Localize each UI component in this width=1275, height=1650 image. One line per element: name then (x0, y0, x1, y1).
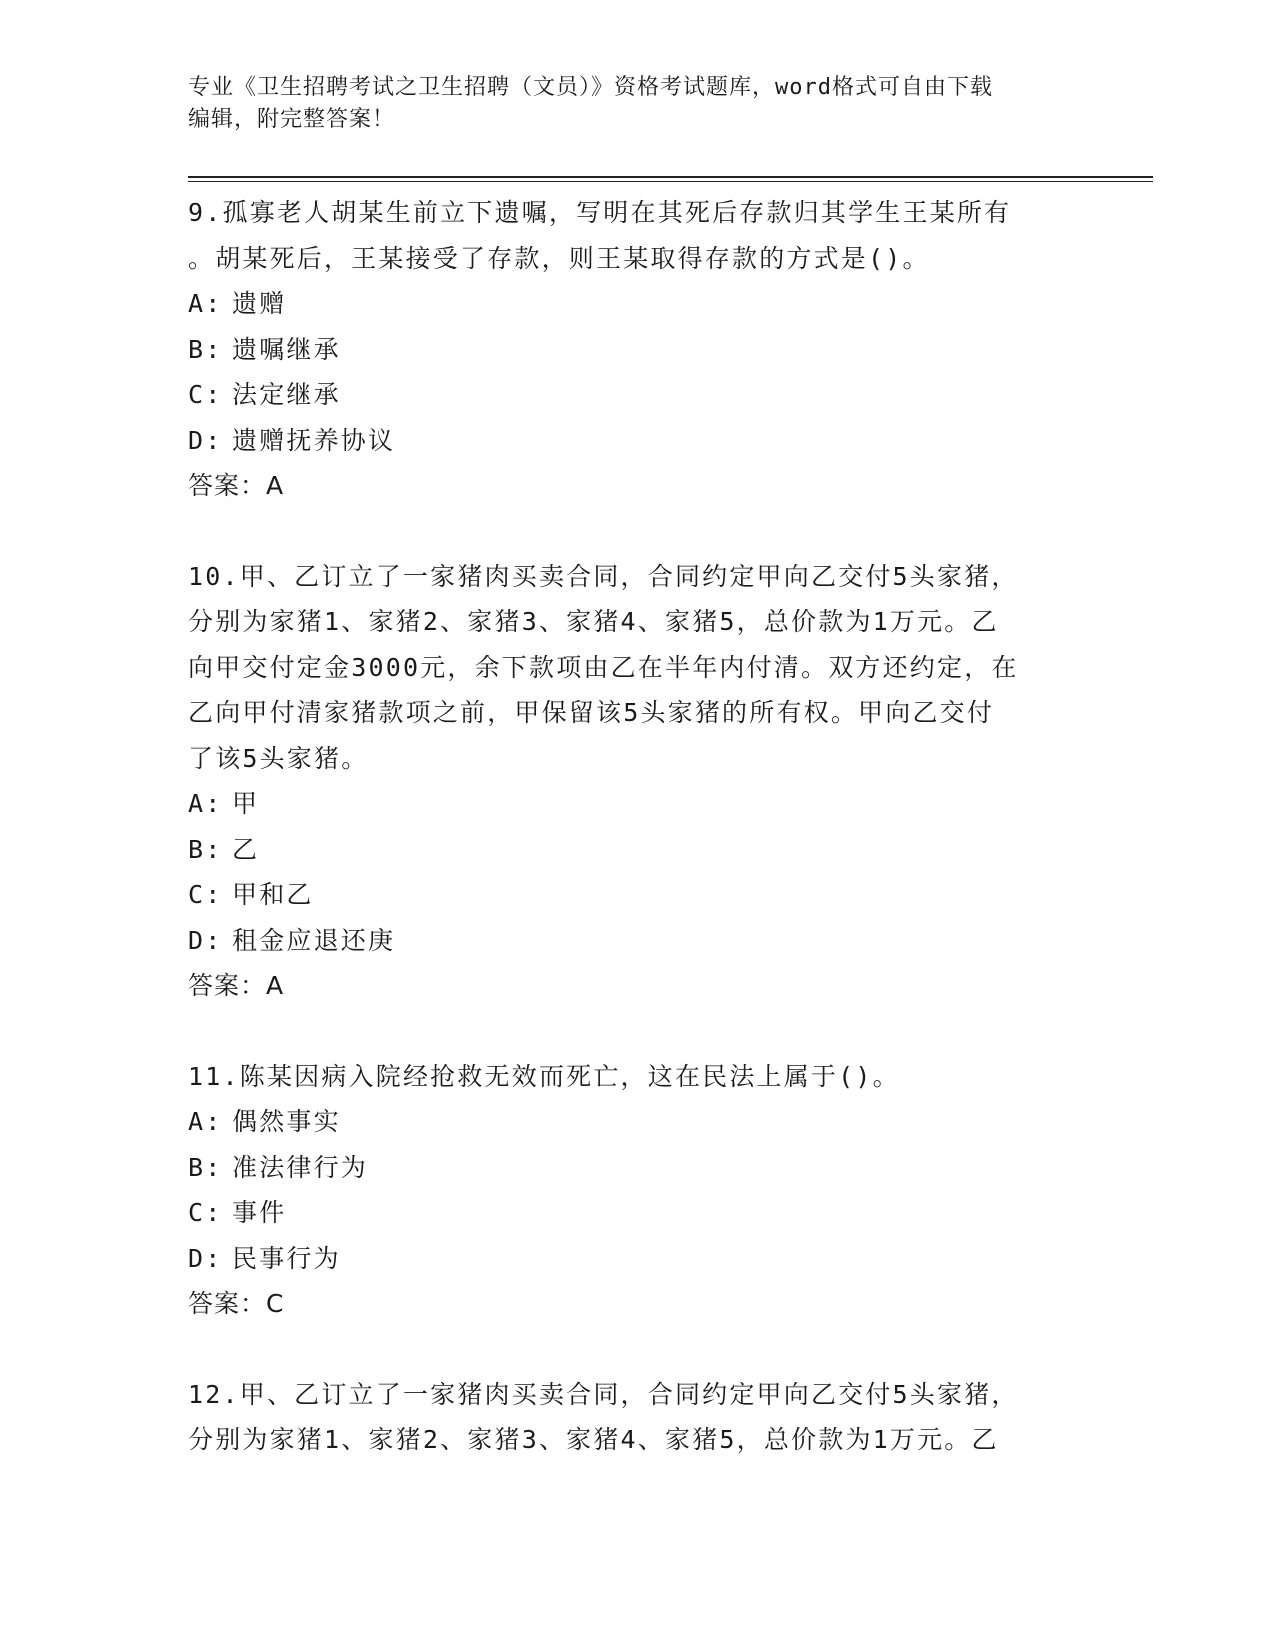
question-stem-line: 9.孤寡老人胡某生前立下遗嘱，写明在其死后存款归其学生王某所有 (188, 198, 1012, 227)
answer-line: 答案：A (188, 471, 285, 500)
document-header (188, 72, 1088, 136)
option-c (188, 1190, 1088, 1236)
option-label: D: (188, 425, 223, 455)
option-label: A: (188, 1107, 223, 1136)
answer-line: 答案：C (188, 1289, 285, 1318)
option-label: A: (188, 789, 223, 818)
option-label: C: (188, 380, 223, 409)
header-divider-thin (188, 181, 1153, 182)
option-b (188, 1145, 1088, 1191)
option-text: 遗赠抚养协议 (232, 425, 396, 455)
option-text: 民事行为 (232, 1243, 341, 1273)
option-label: B: (188, 334, 223, 364)
option-text: 遗嘱继承 (232, 334, 341, 364)
spacer (188, 1327, 1088, 1372)
option-text: 甲 (232, 789, 260, 818)
header-divider-thick (188, 176, 1153, 178)
header-line-2: 编辑，附完整答案！ (188, 107, 396, 132)
question-stem-line: 向甲交付定金3000元，余下款项由乙在半年内付清。双方还约定，在 (188, 652, 1019, 682)
option-text: 事件 (232, 1198, 287, 1227)
question-stem-line: 乙向甲付清家猪款项之前，甲保留该5头家猪的所有权。甲向乙交付 (188, 698, 995, 727)
question-stem-line: 分别为家猪1、家猪2、家猪3、家猪4、家猪5，总价款为1万元。乙 (188, 1425, 999, 1454)
question-9 (188, 190, 1088, 509)
header-line-1: 专业《卫生招聘考试之卫生招聘（文员）》资格考试题库，word格式可自由下载 (188, 75, 993, 100)
option-a (188, 281, 1088, 327)
option-b (188, 327, 1088, 373)
question-stem-line: 。胡某死后，王某接受了存款，则王某取得存款的方式是()。 (188, 243, 930, 273)
option-label: A: (188, 289, 223, 318)
option-text: 遗赠 (232, 289, 287, 318)
option-c (188, 372, 1088, 418)
option-a (188, 781, 1088, 827)
option-label: B: (188, 1152, 223, 1182)
option-b (188, 827, 1088, 873)
question-stem-line: 11.陈某因病入院经抢救无效而死亡，这在民法上属于()。 (188, 1061, 900, 1091)
option-text: 甲和乙 (232, 880, 314, 909)
option-text: 乙 (232, 834, 260, 864)
option-text: 法定继承 (232, 380, 341, 409)
option-d (188, 918, 1088, 964)
spacer (188, 509, 1088, 554)
option-label: B: (188, 834, 223, 864)
question-list (188, 190, 1088, 1463)
question-12 (188, 1372, 1088, 1463)
question-11 (188, 1054, 1088, 1327)
question-10 (188, 554, 1088, 1009)
question-stem-line: 了该5头家猪。 (188, 743, 369, 773)
option-text: 租金应退还庚 (232, 925, 396, 955)
option-label: D: (188, 1243, 223, 1273)
option-label: C: (188, 1198, 223, 1227)
option-c (188, 872, 1088, 918)
option-text: 偶然事实 (232, 1107, 341, 1136)
option-text: 准法律行为 (232, 1152, 369, 1182)
option-a (188, 1099, 1088, 1145)
question-stem-line: 分别为家猪1、家猪2、家猪3、家猪4、家猪5，总价款为1万元。乙 (188, 607, 999, 636)
spacer (188, 1009, 1088, 1054)
question-stem-line: 12.甲、乙订立了一家猪肉买卖合同，合同约定甲向乙交付5头家猪， (188, 1379, 1019, 1409)
option-label: C: (188, 880, 223, 909)
option-d (188, 418, 1088, 464)
option-d (188, 1236, 1088, 1282)
option-label: D: (188, 925, 223, 955)
question-stem-line: 10.甲、乙订立了一家猪肉买卖合同，合同约定甲向乙交付5头家猪， (188, 561, 1019, 591)
answer-line: 答案：A (188, 971, 285, 1000)
